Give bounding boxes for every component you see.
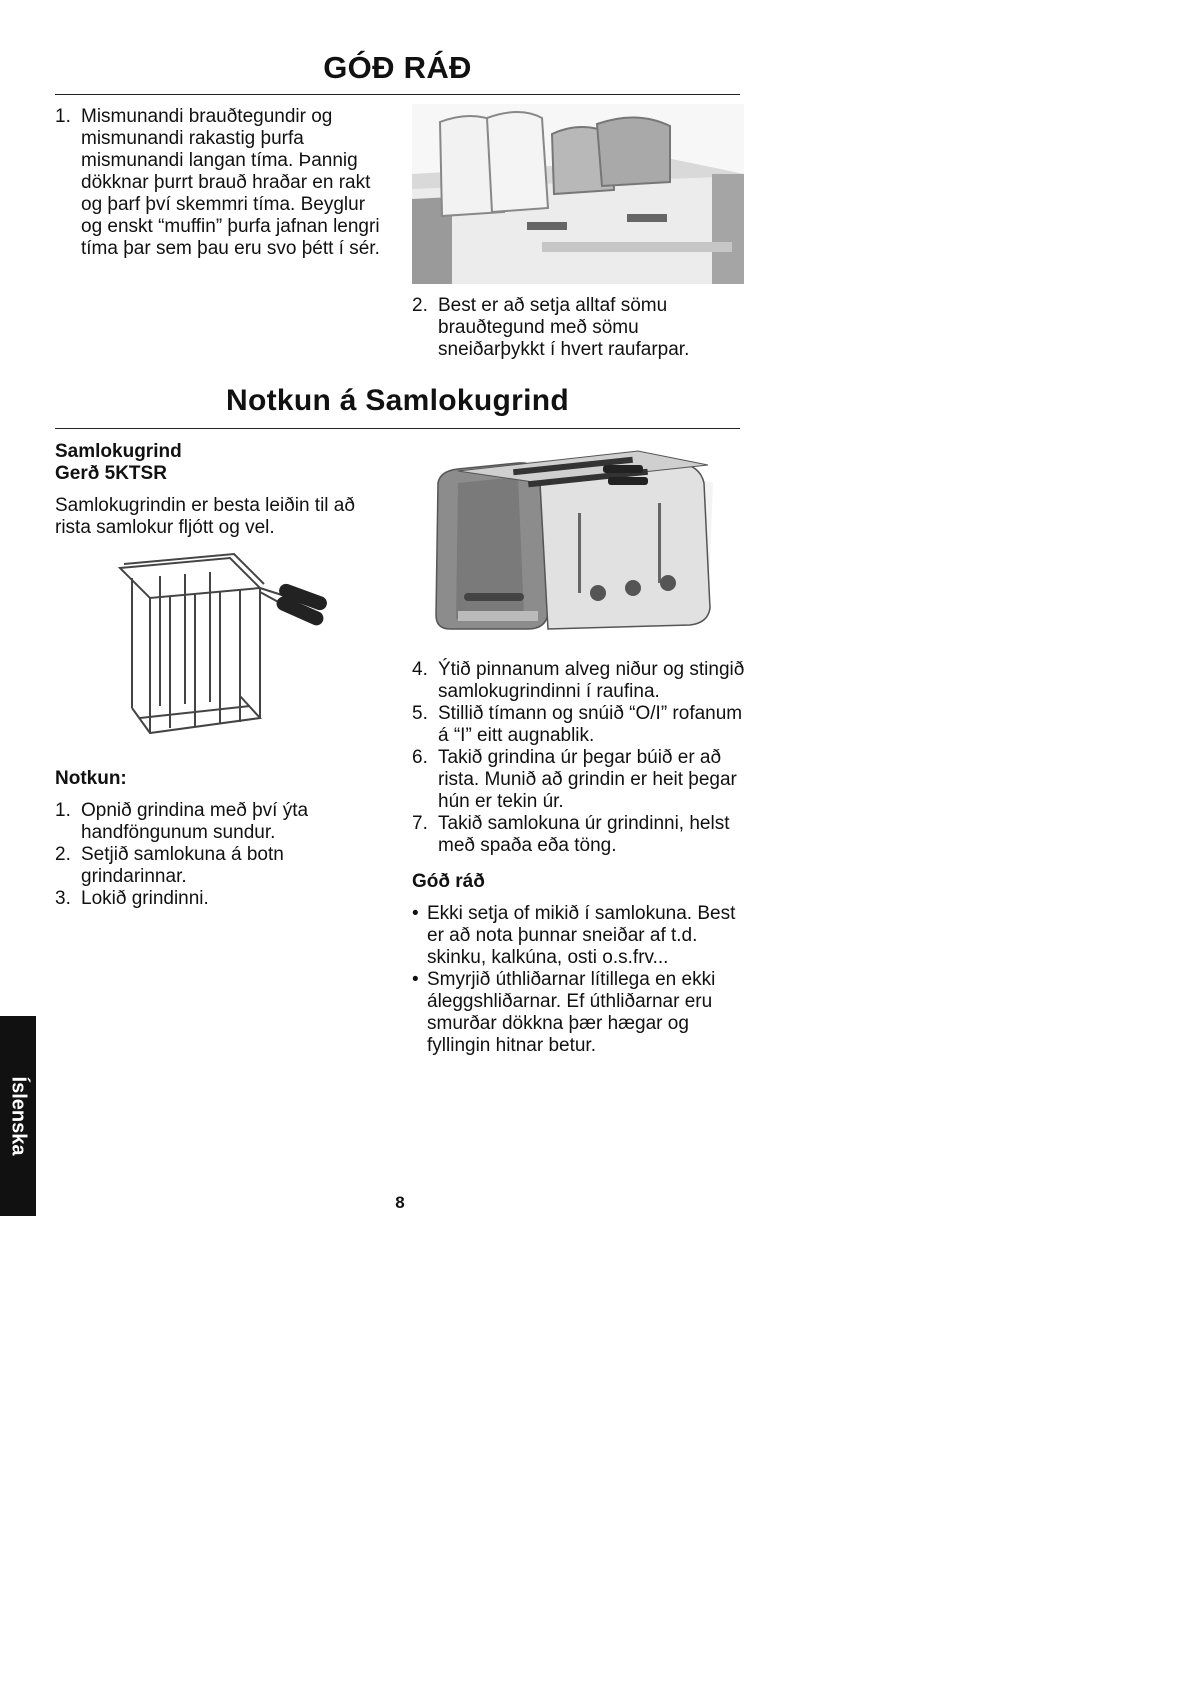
list-text: Lokið grindinni. [81, 888, 209, 909]
section-title-good-tips: GÓÐ RÁÐ [323, 50, 472, 85]
list-number: 4. [412, 659, 428, 680]
title-rule [55, 94, 740, 95]
usage-steps-left [55, 800, 355, 910]
list-number: 7. [412, 813, 428, 834]
language-side-tab [0, 1016, 36, 1216]
list-text: Takið samlokuna úr grindinni, helst með spaða eða töng. [438, 813, 730, 856]
list-item [55, 800, 355, 844]
page-number: 8 [395, 1193, 405, 1212]
list-number: 2. [412, 295, 428, 316]
side-tab-label: Íslenska [7, 1076, 30, 1156]
list-text: Opnið grindina með því ýta handföngunum sundur. [81, 800, 309, 843]
list-text: Ýtið pinnanum alveg niður og stingið samlokugrindinni í raufina. [438, 659, 745, 702]
subtitle-model: Gerð 5KTSR [55, 463, 167, 484]
list-item [55, 844, 355, 888]
list-item [412, 703, 747, 747]
tips-heading: Góð ráð [412, 871, 485, 892]
subtitle-rack: Samlokugrind [55, 441, 182, 462]
usage-heading: Notkun: [55, 768, 127, 789]
list-item [412, 813, 747, 857]
list-item [55, 888, 355, 910]
intro-text: Samlokugrindin er besta leiðin til að rista samlokur fljótt og vel. [55, 495, 355, 538]
list-item [412, 295, 742, 361]
list-item [412, 659, 747, 703]
list-number: 6. [412, 747, 428, 768]
section-title-sandwich-rack: Notkun á Samlokugrind [226, 384, 569, 417]
list-text: Takið grindina úr þegar búið er að rista. Munið að grindin er heit þegar hún er tekin úr. [438, 747, 737, 812]
list-number: 5. [412, 703, 428, 724]
list-number: 1. [55, 106, 71, 127]
list-text: Stillið tímann og snúið “O/I” rofanum á “I” eitt augnablik. [438, 703, 743, 746]
usage-steps-right [412, 659, 747, 857]
four-slot-toaster-illustration [428, 443, 728, 643]
list-text: Mismunandi brauðtegundir og mismunandi rakastig þurfa mismunandi langan tíma. Þannig dökknar þurrt brauð hraðar en rakt og þarf því skemmri tíma. Beyglur og enskt “muffin” þurfa jafnan lengri tíma þar sem þau eru svo þétt í sér. [81, 106, 380, 259]
toaster-bread-illustration [412, 104, 744, 284]
list-item [412, 747, 747, 813]
list-number: 2. [55, 844, 71, 865]
list-text: Best er að setja alltaf sömu brauðtegund með sömu sneiðarþykkt í hvert raufarpar. [438, 295, 690, 360]
bullet-item: • Ekki setja of mikið í samlokuna. Best er að nota þunnar sneiðar af t.d. skinku, kalkúna, osti o.s.frv... [412, 903, 742, 969]
sandwich-rack-illustration [110, 548, 360, 773]
good-tips-list-left [55, 106, 390, 260]
list-number: 3. [55, 888, 71, 909]
tips-bullets [412, 903, 742, 1057]
bullet-item: • Smyrjið úthliðarnar lítillega en ekki áleggshliðarnar. Ef úthliðarnar eru smurðar dökkna þær hægar og fyllingin hitnar betur. [412, 969, 742, 1057]
list-number: 1. [55, 800, 71, 821]
title-rule [55, 428, 740, 429]
good-tips-list-right [412, 295, 742, 361]
list-item [55, 106, 390, 260]
list-text: Setjið samlokuna á botn grindarinnar. [81, 844, 284, 887]
